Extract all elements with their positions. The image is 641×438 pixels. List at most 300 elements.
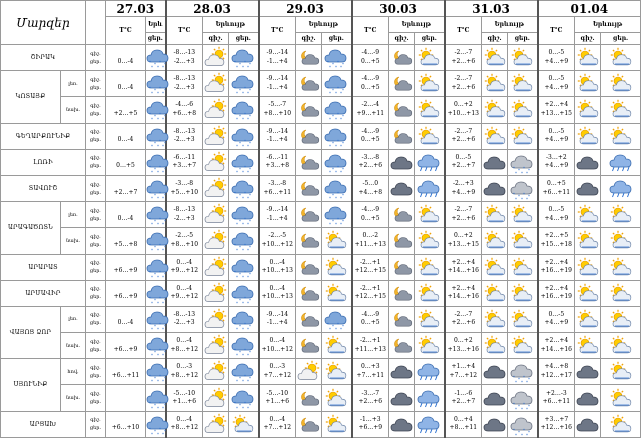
moon-cloud-icon bbox=[389, 74, 414, 93]
svg-text:*: * bbox=[340, 222, 343, 228]
snow-icon bbox=[322, 179, 351, 202]
svg-text:*: * bbox=[337, 112, 340, 118]
sun-cloud-icon bbox=[415, 310, 444, 329]
night-weather-icon-cell bbox=[482, 254, 508, 280]
day-temperature: +12…+16 bbox=[540, 424, 572, 432]
snow-cloud-icon bbox=[508, 389, 537, 412]
svg-text:*: * bbox=[518, 403, 521, 409]
weather-icon-cell bbox=[146, 97, 166, 123]
temperature-range bbox=[259, 202, 296, 228]
svg-text:*: * bbox=[162, 91, 164, 97]
svg-text:*: * bbox=[164, 219, 166, 225]
night-temperature: -2…-4 bbox=[361, 101, 380, 109]
night-weather-icon-cell bbox=[575, 411, 601, 437]
rain-icon bbox=[601, 153, 640, 172]
weather-header: Երևույթ bbox=[296, 17, 352, 33]
svg-text:*: * bbox=[518, 167, 521, 173]
day-temperature: +4…+9 bbox=[544, 162, 569, 170]
night-weather-icon-cell bbox=[575, 280, 601, 306]
date-header: 01.04 bbox=[538, 1, 641, 17]
svg-text:*: * bbox=[528, 403, 531, 409]
night-weather-icon-cell bbox=[296, 228, 322, 254]
moon-cloud-icon bbox=[389, 258, 414, 277]
snow-icon bbox=[229, 179, 258, 202]
region-name: ԱՐՄԱՎԻՐ bbox=[1, 280, 86, 306]
svg-text:*: * bbox=[244, 217, 247, 223]
day-weather-icon-cell bbox=[415, 228, 445, 254]
temperature-range bbox=[445, 175, 482, 201]
day-temperature: +7…+12 bbox=[263, 424, 292, 432]
day-temperature: +13…+15 bbox=[540, 109, 572, 117]
table-row bbox=[1, 45, 641, 71]
table-row bbox=[1, 228, 641, 254]
night-temperature: -9…-14 bbox=[266, 310, 289, 318]
date-header: 27.03 bbox=[106, 1, 166, 17]
day-weather-icon-cell bbox=[601, 254, 641, 280]
night-temperature: -3…+2 bbox=[545, 153, 567, 161]
day-temperature: +6…+9 bbox=[113, 345, 138, 353]
svg-text:*: * bbox=[513, 427, 516, 433]
svg-text:*: * bbox=[342, 166, 345, 172]
svg-text:*: * bbox=[249, 166, 252, 172]
day-weather-icon-cell bbox=[508, 306, 538, 332]
svg-text:*: * bbox=[157, 300, 159, 306]
weather-icon-cell bbox=[146, 411, 166, 437]
cloud-sun-icon bbox=[203, 389, 228, 408]
night-day-labels bbox=[86, 123, 106, 149]
day-temperature: 0…+5 bbox=[360, 319, 380, 327]
day-label: ցեր. bbox=[89, 241, 102, 248]
svg-text:*: * bbox=[164, 271, 166, 277]
night-weather-icon-cell bbox=[203, 306, 229, 332]
sun-cloud-icon bbox=[415, 127, 444, 146]
snow-icon bbox=[322, 74, 351, 97]
temperature-range bbox=[538, 333, 575, 359]
night-weather-icon-cell bbox=[203, 175, 229, 201]
temperature-range bbox=[538, 228, 575, 254]
temperature-range bbox=[166, 359, 203, 385]
svg-text:*: * bbox=[149, 295, 151, 301]
night-weather-icon-cell bbox=[389, 71, 415, 97]
svg-text:*: * bbox=[239, 376, 242, 382]
svg-text:*: * bbox=[242, 65, 245, 71]
rain-icon bbox=[415, 362, 444, 381]
temperature-range bbox=[538, 359, 575, 385]
moon-cloud-icon bbox=[296, 415, 321, 434]
svg-text:*: * bbox=[244, 321, 247, 327]
night-weather-icon-cell bbox=[482, 385, 508, 411]
day-temperature: +2…+6 bbox=[451, 83, 476, 91]
temperature-range bbox=[352, 228, 389, 254]
day-temperature: +4…+8 bbox=[358, 188, 383, 196]
svg-text:*: * bbox=[337, 191, 340, 197]
sun-cloud-icon bbox=[508, 100, 537, 119]
temperature-range bbox=[445, 411, 482, 437]
svg-text:*: * bbox=[332, 88, 335, 94]
svg-text:*: * bbox=[239, 62, 242, 68]
temperature-range bbox=[445, 254, 482, 280]
day-temperature: +8…+12 bbox=[170, 424, 199, 432]
day-temperature: +8…+10 bbox=[263, 109, 292, 117]
sun-cloud-icon bbox=[415, 48, 444, 67]
sun-cloud-icon bbox=[482, 310, 507, 329]
svg-text:*: * bbox=[234, 112, 237, 118]
temperature-range bbox=[166, 202, 203, 228]
temperature-range bbox=[106, 254, 146, 280]
day-weather-icon-cell bbox=[229, 175, 259, 201]
svg-text:*: * bbox=[236, 117, 239, 123]
night-temperature: -9…-14 bbox=[266, 75, 289, 83]
temperature-range bbox=[259, 385, 296, 411]
night-day-labels bbox=[86, 97, 106, 123]
night-day-labels bbox=[86, 175, 106, 201]
day-temperature: +13…+15 bbox=[447, 240, 479, 248]
day-temperature: 0…-4 bbox=[117, 136, 134, 144]
day-weather-icon-cell bbox=[322, 254, 352, 280]
svg-text:*: * bbox=[342, 114, 345, 120]
sun-cloud-icon bbox=[415, 336, 444, 355]
night-weather-icon-cell bbox=[296, 45, 322, 71]
night-temperature: 0…-4 bbox=[176, 337, 193, 345]
svg-text:*: * bbox=[242, 169, 245, 175]
night-weather-icon-cell bbox=[575, 97, 601, 123]
day-temperature: +4…+9 bbox=[544, 136, 569, 144]
svg-text:*: * bbox=[247, 379, 250, 385]
day-weather-icon-cell bbox=[229, 228, 259, 254]
day-weather-icon-cell bbox=[601, 149, 641, 175]
day-temperature: +3…+8 bbox=[265, 162, 290, 170]
svg-text:*: * bbox=[234, 191, 237, 197]
snow-icon bbox=[229, 284, 258, 306]
day-temperature: +5…+8 bbox=[113, 240, 138, 248]
day-temperature: +2…+6 bbox=[358, 162, 383, 170]
night-temperature: -5…-10 bbox=[173, 389, 196, 397]
svg-text:*: * bbox=[162, 274, 164, 280]
day-label: ցեր. bbox=[89, 399, 102, 406]
night-weather-icon-cell bbox=[482, 149, 508, 175]
night-temperature: -2…-5 bbox=[175, 232, 194, 240]
day-weather-icon-cell bbox=[229, 411, 259, 437]
day-temperature: +1…+6 bbox=[265, 398, 290, 406]
night-temperature: -6…-11 bbox=[173, 153, 196, 161]
temperature-range bbox=[166, 306, 203, 332]
night-temperature: +2…+5 bbox=[544, 232, 569, 240]
day-weather-icon-cell bbox=[415, 123, 445, 149]
day-weather-icon-cell bbox=[601, 411, 641, 437]
svg-text:*: * bbox=[151, 353, 153, 359]
night-temperature: -4…-9 bbox=[361, 206, 380, 214]
night-label: գիշ. bbox=[90, 129, 101, 136]
svg-text:*: * bbox=[329, 65, 332, 71]
svg-text:*: * bbox=[236, 326, 239, 332]
night-temperature: 0…-3 bbox=[269, 363, 286, 371]
moon-cloud-icon bbox=[296, 284, 321, 303]
night-temperature: +2…+4 bbox=[544, 258, 569, 266]
night-temperature: +3…+7 bbox=[544, 415, 569, 423]
night-temperature: +2…-3 bbox=[545, 389, 567, 397]
snow-icon bbox=[322, 48, 351, 71]
svg-text:*: * bbox=[162, 196, 164, 202]
table-row bbox=[1, 71, 641, 97]
svg-text:*: * bbox=[239, 297, 242, 303]
temperature-range bbox=[259, 97, 296, 123]
svg-text:*: * bbox=[149, 217, 151, 223]
night-weather-icon-cell bbox=[389, 333, 415, 359]
night-label: գիշ. bbox=[90, 181, 101, 188]
svg-text:*: * bbox=[154, 428, 156, 434]
day-temperature: +3…+7 bbox=[172, 162, 197, 170]
day-weather-icon-cell bbox=[415, 306, 445, 332]
weather-icon-cell bbox=[146, 45, 166, 71]
day-weather-icon-cell bbox=[322, 280, 352, 306]
svg-text:*: * bbox=[242, 379, 245, 385]
moon-cloud-icon bbox=[389, 284, 414, 303]
svg-text:*: * bbox=[157, 405, 159, 411]
night-weather-icon-cell bbox=[575, 359, 601, 385]
svg-text:*: * bbox=[332, 193, 335, 199]
night-weather-icon-cell bbox=[296, 123, 322, 149]
night-weather-icon-cell bbox=[575, 385, 601, 411]
day-temperature: +16…+19 bbox=[540, 293, 572, 301]
night-day-labels bbox=[86, 333, 106, 359]
svg-text:*: * bbox=[342, 323, 345, 329]
night-weather-icon-cell bbox=[389, 202, 415, 228]
svg-text:*: * bbox=[249, 350, 252, 356]
svg-text:*: * bbox=[149, 164, 151, 170]
snow-icon bbox=[322, 310, 351, 332]
moon-cloud-icon bbox=[296, 74, 321, 93]
night-header: գիշ. bbox=[575, 33, 601, 45]
sun-cloud-icon bbox=[482, 205, 507, 224]
svg-text:*: * bbox=[239, 114, 242, 120]
svg-text:*: * bbox=[159, 243, 161, 249]
night-weather-icon-cell bbox=[389, 280, 415, 306]
subregion-label: լեռ. bbox=[61, 202, 86, 228]
night-header: գիշ. bbox=[389, 33, 415, 45]
day-label: ցեր. bbox=[89, 137, 102, 144]
sun-cloud-icon bbox=[575, 310, 600, 329]
night-temperature: 0…-4 bbox=[269, 258, 286, 266]
moon-cloud-icon bbox=[389, 310, 414, 329]
cloud-sun-icon bbox=[203, 231, 228, 250]
svg-text:*: * bbox=[154, 114, 156, 120]
svg-text:*: * bbox=[149, 138, 151, 144]
svg-text:*: * bbox=[151, 143, 153, 149]
svg-text:*: * bbox=[239, 166, 242, 172]
snow-icon bbox=[322, 100, 351, 123]
svg-text:*: * bbox=[528, 377, 531, 383]
cloud-icon bbox=[575, 179, 600, 198]
day-temperature: +6…+9 bbox=[113, 293, 138, 301]
sun-cloud-icon bbox=[322, 231, 351, 250]
day-temperature: +10…+12 bbox=[261, 345, 293, 353]
day-temperature: +12…+17 bbox=[540, 371, 572, 379]
night-label: գիշ. bbox=[90, 207, 101, 214]
night-weather-icon-cell bbox=[482, 202, 508, 228]
night-weather-icon-cell bbox=[203, 385, 229, 411]
svg-text:*: * bbox=[236, 300, 239, 306]
day-weather-icon-cell bbox=[508, 411, 538, 437]
night-label: գիշ. bbox=[90, 286, 101, 293]
night-temperature: 0…+2 bbox=[453, 337, 473, 345]
svg-text:*: * bbox=[242, 91, 245, 97]
night-weather-icon-cell bbox=[389, 385, 415, 411]
night-temperature: +2…+4 bbox=[451, 258, 476, 266]
temperature-range bbox=[445, 97, 482, 123]
svg-text:*: * bbox=[159, 112, 161, 118]
svg-text:*: * bbox=[249, 140, 252, 146]
svg-text:*: * bbox=[234, 374, 237, 380]
night-temperature: -9…-14 bbox=[266, 49, 289, 57]
sun-cloud-icon bbox=[508, 258, 537, 277]
svg-text:*: * bbox=[157, 431, 159, 437]
temperature-range bbox=[106, 202, 146, 228]
day-weather-icon-cell bbox=[415, 280, 445, 306]
day-weather-icon-cell bbox=[508, 71, 538, 97]
day-temperature: +2…+6 bbox=[451, 57, 476, 65]
night-temperature: -4…-6 bbox=[175, 101, 194, 109]
svg-text:*: * bbox=[239, 323, 242, 329]
day-temperature: +2…+7 bbox=[113, 188, 138, 196]
svg-text:*: * bbox=[244, 191, 247, 197]
subregion-label: նախ. bbox=[61, 385, 86, 411]
temperature-range bbox=[538, 175, 575, 201]
svg-text:*: * bbox=[521, 432, 524, 438]
night-temperature: 0…-5 bbox=[548, 206, 565, 214]
day-weather-icon-cell bbox=[415, 411, 445, 437]
temperature-range bbox=[166, 175, 203, 201]
day-weather-icon-cell bbox=[601, 385, 641, 411]
svg-text:*: * bbox=[342, 219, 345, 225]
night-temperature: 0…+4 bbox=[453, 415, 473, 423]
snow-icon bbox=[229, 336, 258, 359]
svg-text:*: * bbox=[154, 166, 156, 172]
subregion-label: նախ. bbox=[61, 228, 86, 254]
day-label: ցեր. bbox=[89, 372, 102, 379]
svg-text:*: * bbox=[236, 274, 239, 280]
svg-text:*: * bbox=[154, 350, 156, 356]
temperature-range bbox=[445, 149, 482, 175]
day-temperature: +6…+9 bbox=[113, 267, 138, 275]
svg-text:*: * bbox=[242, 143, 245, 149]
svg-text:*: * bbox=[523, 427, 526, 433]
svg-text:*: * bbox=[151, 431, 153, 437]
moon-cloud-icon bbox=[296, 258, 321, 277]
svg-text:*: * bbox=[164, 140, 166, 146]
svg-text:*: * bbox=[157, 274, 159, 280]
cloud-sun-icon bbox=[203, 362, 228, 381]
temperature-range bbox=[106, 280, 146, 306]
night-weather-icon-cell bbox=[389, 97, 415, 123]
svg-text:*: * bbox=[335, 143, 338, 149]
snow-icon bbox=[322, 153, 351, 175]
svg-text:*: * bbox=[342, 140, 345, 146]
svg-text:*: * bbox=[236, 91, 239, 97]
sun-cloud-icon bbox=[575, 284, 600, 303]
svg-text:*: * bbox=[340, 326, 343, 332]
sun-cloud-icon bbox=[601, 362, 640, 381]
day-temperature: +10…+13 bbox=[447, 109, 479, 117]
snow-icon bbox=[146, 153, 166, 175]
cloud-sun-icon bbox=[203, 179, 228, 198]
svg-text:*: * bbox=[157, 117, 159, 123]
cloud-sun-icon bbox=[203, 336, 228, 355]
night-temperature: +2…+4 bbox=[544, 337, 569, 345]
svg-text:*: * bbox=[242, 196, 245, 202]
temperature-range bbox=[259, 333, 296, 359]
svg-text:*: * bbox=[159, 269, 161, 275]
night-weather-icon-cell bbox=[389, 45, 415, 71]
night-weather-icon-cell bbox=[389, 306, 415, 332]
night-weather-icon-cell bbox=[203, 71, 229, 97]
night-temperature: -4…-9 bbox=[361, 49, 380, 57]
sun-cloud-icon bbox=[415, 205, 444, 224]
svg-text:*: * bbox=[337, 217, 340, 223]
temperature-range bbox=[445, 280, 482, 306]
sun-cloud-icon bbox=[415, 74, 444, 93]
temperature-range bbox=[445, 45, 482, 71]
svg-text:*: * bbox=[164, 297, 166, 303]
weather-header: Երևույթ bbox=[482, 17, 538, 33]
svg-text:*: * bbox=[151, 326, 153, 332]
svg-text:*: * bbox=[526, 170, 529, 176]
svg-text:*: * bbox=[162, 326, 164, 332]
svg-text:*: * bbox=[523, 192, 526, 198]
night-weather-icon-cell bbox=[203, 149, 229, 175]
day-label: ցեր. bbox=[89, 84, 102, 91]
day-temperature: +8…+12 bbox=[170, 371, 199, 379]
snow-icon bbox=[146, 284, 166, 306]
night-temperature: 0…-4 bbox=[269, 415, 286, 423]
night-temperature: 0…-4 bbox=[269, 284, 286, 292]
night-header: գիշ. bbox=[482, 33, 508, 45]
subregion-label: լեռ. bbox=[61, 306, 86, 332]
night-header: գիշ. bbox=[203, 33, 229, 45]
svg-text:*: * bbox=[164, 193, 166, 199]
day-weather-icon-cell bbox=[229, 149, 259, 175]
day-temperature: -2…+3 bbox=[173, 83, 195, 91]
svg-text:*: * bbox=[249, 245, 252, 251]
svg-text:*: * bbox=[247, 222, 250, 228]
svg-text:*: * bbox=[239, 88, 242, 94]
svg-text:*: * bbox=[342, 88, 345, 94]
svg-text:*: * bbox=[337, 321, 340, 327]
temperature-header: T°C bbox=[259, 17, 296, 45]
svg-text:*: * bbox=[249, 402, 252, 408]
svg-text:*: * bbox=[244, 348, 247, 354]
moon-cloud-icon bbox=[296, 205, 321, 224]
day-temperature: +4…+9 bbox=[544, 57, 569, 65]
night-temperature: -2…+1 bbox=[359, 337, 381, 345]
night-weather-icon-cell bbox=[203, 97, 229, 123]
temperature-range bbox=[352, 333, 389, 359]
weather-icon-cell bbox=[146, 333, 166, 359]
temperature-range bbox=[106, 97, 146, 123]
temperature-range bbox=[352, 411, 389, 437]
night-temperature: -4…-9 bbox=[361, 310, 380, 318]
svg-text:*: * bbox=[515, 406, 518, 412]
cloud-sun-icon bbox=[203, 258, 228, 277]
temperature-range bbox=[106, 45, 146, 71]
region-name: ԱՐՑԱԽ bbox=[1, 411, 86, 437]
svg-text:*: * bbox=[162, 222, 164, 228]
temperature-range bbox=[445, 333, 482, 359]
night-temperature: 0…-4 bbox=[176, 258, 193, 266]
rain-icon bbox=[415, 179, 444, 198]
svg-text:*: * bbox=[335, 65, 338, 71]
svg-text:*: * bbox=[327, 112, 330, 118]
svg-text:*: * bbox=[149, 321, 151, 327]
